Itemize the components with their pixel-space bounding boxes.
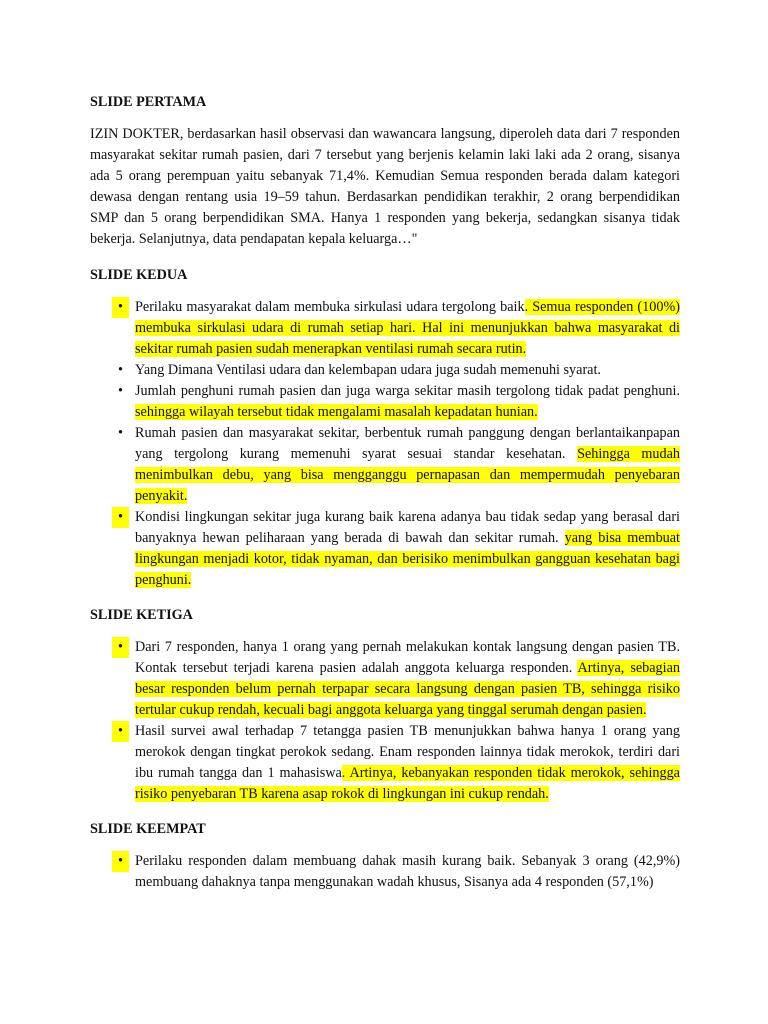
highlighted-text: Sehingga mudah menimbulkan debu, yang bisa mengganggu pernapasan dan mempermudah penyebaran penyakit. (135, 446, 680, 504)
slide-ketiga-section (90, 605, 680, 805)
bullet-text: Hasil survei awal terhadap 7 tetangga pasien TB menunjukkan bahwa hanya 1 orang yang merokok dengan tingkat perokok sedang. Enam responden lainnya tidak merokok, terdiri dari ibu rumah tangga dan 1 mahasiswa (135, 723, 680, 781)
paragraph: IZIN DOKTER, berdasarkan hasil observasi dan wawancara langsung, diperoleh data dari 7 responden masyarakat sekitar rumah pasien, dari 7 tersebut yang berjenis kelamin laki laki ada 2 orang, sisanya ada 5 orang perempuan yaitu sebanyak 71,4%. Kemudian Semua responden berada dalam kategori dewasa dengan rentang usia 19–59 tahun. Berdasarkan pendidikan terakhir, 2 orang berpendidikan SMP dan 5 orang berpendidikan SMA. Hanya 1 responden yang bekerja, sedangkan sisanya tidak bekerja. Selanjutnya, data pendapatan kepala keluarga…" (90, 126, 680, 247)
bullet-list (90, 851, 680, 893)
bullet-text: Perilaku masyarakat dalam membuka sirkulasi udara tergolong baik (135, 299, 525, 315)
highlighted-text: . Artinya, kebanyakan responden tidak merokok, sehingga risiko penyebaran TB karena asap rokok di lingkungan ini cukup rendah. (135, 765, 680, 802)
bullet-icon: • (112, 507, 129, 528)
bullet-icon: • (118, 362, 123, 378)
highlighted-text: yang bisa membuat lingkungan menjadi kotor, tidak nyaman, dan berisiko menimbulkan gangguan kesehatan bagi penghuni. (135, 530, 680, 588)
bullet-icon: • (112, 721, 129, 742)
bullet-item (90, 297, 680, 360)
bullet-item (90, 381, 680, 423)
bullet-icon: • (112, 637, 129, 658)
highlighted-text: . Semua responden (100%) membuka sirkulasi udara di rumah setiap hari. Hal ini menunjukkan bahwa masyarakat di sekitar rumah pasien sudah menerapkan ventilasi rumah secara rutin. (135, 299, 680, 357)
bullet-text: Jumlah penghuni rumah pasien dan juga warga sekitar masih tergolong tidak padat penghuni. (135, 383, 680, 399)
section-heading: SLIDE KETIGA (90, 607, 193, 623)
section-heading: SLIDE KEDUA (90, 267, 188, 283)
bullet-text: Dari 7 responden, hanya 1 orang yang pernah melakukan kontak langsung dengan pasien TB. Kontak tersebut terjadi karena pasien adalah anggota keluarga responden. (135, 639, 680, 676)
bullet-text: Perilaku responden dalam membuang dahak masih kurang baik. Sebanyak 3 orang (42,9%) membuang dahaknya tanpa menggunakan wadah khusus, Sisanya ada 4 responden (57,1%) (135, 853, 680, 890)
slide-pertama-section (90, 92, 680, 250)
bullet-item (90, 423, 680, 507)
bullet-icon: • (112, 851, 129, 872)
bullet-icon: • (118, 425, 123, 441)
highlighted-text: Artinya, sebagian besar responden belum pernah terpapar secara langsung dengan pasien TB, sehingga risiko tertular cukup rendah, kecuali bagi anggota keluarga yang tinggal serumah dengan pasien. (135, 660, 680, 718)
bullet-list (90, 637, 680, 805)
bullet-text: Yang Dimana Ventilasi udara dan kelembapan udara juga sudah memenuhi syarat. (135, 362, 601, 378)
bullet-item (90, 360, 680, 381)
slide-kedua-section (90, 265, 680, 591)
bullet-text: Kondisi lingkungan sekitar juga kurang baik karena adanya bau tidak sedap yang berasal dari banyaknya hewan peliharaan yang berada di bawah dan sekitar rumah. (135, 509, 680, 546)
bullet-list (90, 297, 680, 591)
slide-keempat-section (90, 819, 680, 893)
section-heading: SLIDE PERTAMA (90, 94, 207, 110)
bullet-text: Rumah pasien dan masyarakat sekitar, berbentuk rumah panggung dengan berlantaikanpapan yang tergolong kurang memenuhi syarat sesuai standar kesehatan. (135, 425, 680, 462)
bullet-icon: • (112, 297, 129, 318)
bullet-item (90, 637, 680, 721)
highlighted-text: sehingga wilayah tersebut tidak mengalami masalah kepadatan hunian. (135, 404, 538, 420)
bullet-item (90, 507, 680, 591)
bullet-icon: • (118, 383, 123, 399)
bullet-item (90, 851, 680, 893)
section-heading: SLIDE KEEMPAT (90, 821, 206, 837)
bullet-item (90, 721, 680, 805)
